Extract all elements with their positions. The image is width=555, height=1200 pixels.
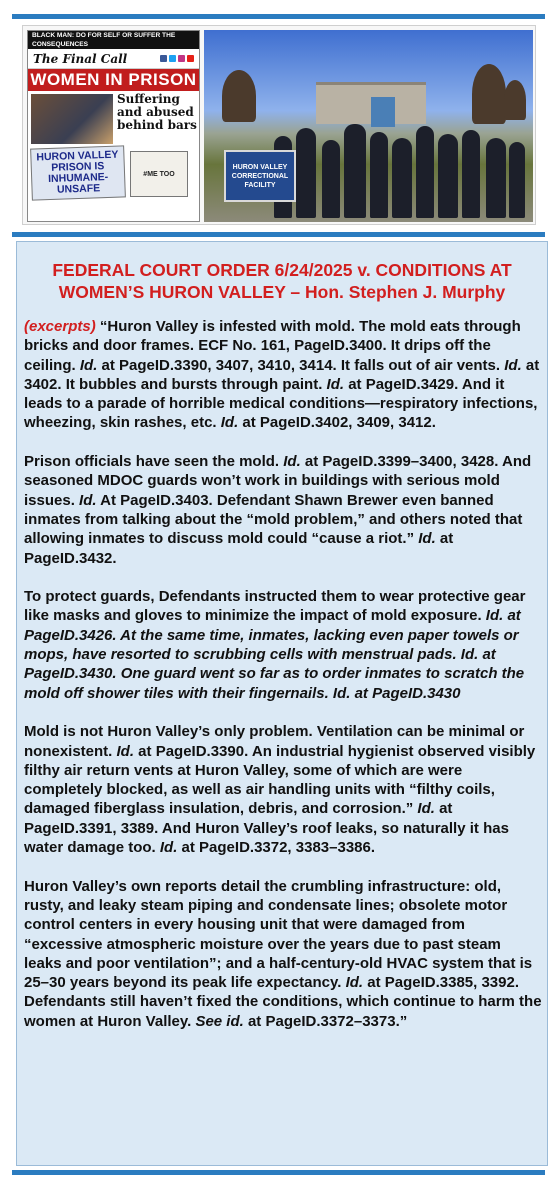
paragraph-infrastructure bbox=[24, 877, 542, 1031]
cover-blurb-line: and abused bbox=[117, 105, 194, 119]
social-icons bbox=[160, 55, 194, 62]
cover-blurb-line: Suffering bbox=[117, 92, 180, 106]
cover-top-strip-text: BLACK MAN: DO FOR SELF OR SUFFER THE CONSEQUENCES bbox=[32, 32, 176, 48]
text-run: Huron Valley’s own reports detail the crumbling infrastructure: old, rusty, and leaky steam piping and condensate lines; obsolete motor control centers in every housing unit that were damaged from “excessive atmospheric moisture over the years due to past steam leaks and poor ventilation”; and a half-century-old HVAC system that is 25–30 years beyond its peak life expectancy. bbox=[24, 877, 533, 992]
text-run: at PageID.3432. bbox=[24, 530, 454, 567]
excerpts-label: (excerpts) bbox=[24, 318, 96, 335]
cover-sign-line: INHUMANE-UNSAFE bbox=[47, 170, 109, 196]
facility-placard-line: CORRECTIONAL FACILITY bbox=[231, 172, 289, 189]
cover-sign-line: PRISON IS bbox=[51, 160, 105, 174]
text-run: at PageID.3372, 3383–3386. bbox=[177, 839, 376, 857]
cover-small-sign-text: #ME TOO bbox=[143, 170, 175, 178]
text-run: at PageID.3402, 3409, 3412. bbox=[238, 414, 436, 432]
citation-text: Id. bbox=[418, 530, 436, 548]
text-run: at PageID.3390, 3407, 3410, 3414. It falls out of air vents. bbox=[97, 356, 505, 374]
text-run: Mold is not Huron Valley’s only problem. Ventilation can be minimal or nonexistent. bbox=[24, 723, 525, 760]
facility-placard-line: HURON VALLEY bbox=[232, 163, 288, 171]
text-run: “Huron Valley is infested with mold. The mold eats through bricks and door frames. ECF No. 161, PageID.3400. It drips off the ceiling. bbox=[24, 318, 521, 374]
cover-sign-line: HURON VALLEY bbox=[36, 148, 119, 164]
text-run: at PageID.3399–3400, 3428. And seasoned MDOC guards won’t work in buildings with serious mold issues. bbox=[24, 453, 532, 509]
article-title-line: WOMEN’S HURON VALLEY – Hon. Stephen J. Murphy bbox=[58, 282, 506, 302]
citation-text: Id. at PageID.3426. At the same time, inmates, lacking even paper towels or mops, have resorted to scrubbing cells with menstrual pads. Id. at PageID.3430. One guard went so far as to order inmates to scratch the mold off shower tiles with their fingernails. Id. at PageID.3430 bbox=[24, 607, 525, 702]
text-run: at PageID.3429. And it leads to a parade of horrible medical conditions—respiratory infections, wheezing, skin rashes, etc. bbox=[24, 375, 538, 432]
facility-placard bbox=[224, 150, 296, 202]
header-image-banner bbox=[22, 25, 536, 225]
text-run: at PageID.3372–3373.” bbox=[243, 1012, 408, 1030]
article-title-line: FEDERAL COURT ORDER 6/24/2025 v. CONDITIONS AT bbox=[52, 260, 512, 280]
cover-masthead bbox=[28, 49, 199, 69]
citation-text: Id. bbox=[283, 453, 301, 471]
rally-photo bbox=[204, 30, 533, 222]
facebook-icon bbox=[160, 55, 167, 62]
citation-text: See id. bbox=[195, 1012, 244, 1030]
cover-masthead-name: The Final Call bbox=[33, 51, 128, 66]
citation-text: Id. bbox=[504, 356, 522, 374]
youtube-icon bbox=[187, 55, 194, 62]
paragraph-officials-knowledge bbox=[24, 452, 542, 568]
text-run: at PageID.3391, 3389. And Huron Valley’s roof leaks, so naturally it has water damage too. bbox=[24, 800, 509, 857]
text-run: At PageID.3403. Defendant Shawn Brewer even banned inmates from talking about the “mold problem,” and others noted that allowing inmates to discuss mold could “cause a riot.” bbox=[24, 491, 523, 548]
citation-text: Id. bbox=[159, 839, 178, 857]
text-run: at PageID.3390. An industrial hygienist observed visibly filthy air return vents at Huron Valley, some of which are were completely blocked, as well as air handling units with “filthy coils, damaged fiberglass insulation, debris, and corrosion.” bbox=[24, 742, 536, 818]
text-run: To protect guards, Defendants instructed them to wear protective gear like masks and gloves to minimize the impact of mold exposure. bbox=[24, 588, 526, 625]
middle-blue-rule bbox=[12, 232, 545, 237]
paragraph-mold-infestation bbox=[24, 317, 542, 433]
cover-protest-sign bbox=[30, 145, 126, 200]
article-body bbox=[24, 317, 542, 1050]
top-blue-rule bbox=[12, 14, 545, 19]
cover-small-sign bbox=[130, 151, 188, 197]
citation-text: Id. bbox=[326, 375, 345, 393]
cover-protest-photo bbox=[31, 94, 113, 144]
bottom-blue-rule bbox=[12, 1170, 545, 1175]
citation-text: Id. bbox=[417, 800, 435, 818]
cover-top-strip bbox=[28, 31, 199, 49]
instagram-icon bbox=[178, 55, 185, 62]
text-run: at PageID.3385, 3392. Defendants still haven’t fixed the conditions, which continue to harm the women at Huron Valley. bbox=[24, 974, 542, 1030]
article-title bbox=[16, 259, 548, 303]
citation-text: Id. bbox=[79, 491, 97, 509]
citation-text: Id. bbox=[116, 742, 135, 760]
twitter-icon bbox=[169, 55, 176, 62]
cover-headline: WOMEN IN PRISON bbox=[28, 69, 199, 91]
citation-text: Id. bbox=[79, 356, 98, 374]
cover-lower-section bbox=[28, 91, 199, 203]
citation-text: Id. bbox=[345, 974, 364, 992]
newspaper-cover-image bbox=[27, 30, 200, 222]
paragraph-guard-protection bbox=[24, 587, 542, 703]
cover-blurb-line: behind bars bbox=[117, 118, 197, 132]
citation-text: Id. bbox=[220, 414, 239, 432]
paragraph-ventilation bbox=[24, 722, 542, 857]
text-run: at 3402. It bubbles and bursts through paint. bbox=[24, 356, 540, 393]
text-run: Prison officials have seen the mold. bbox=[24, 453, 284, 471]
cover-blurb bbox=[117, 93, 197, 132]
